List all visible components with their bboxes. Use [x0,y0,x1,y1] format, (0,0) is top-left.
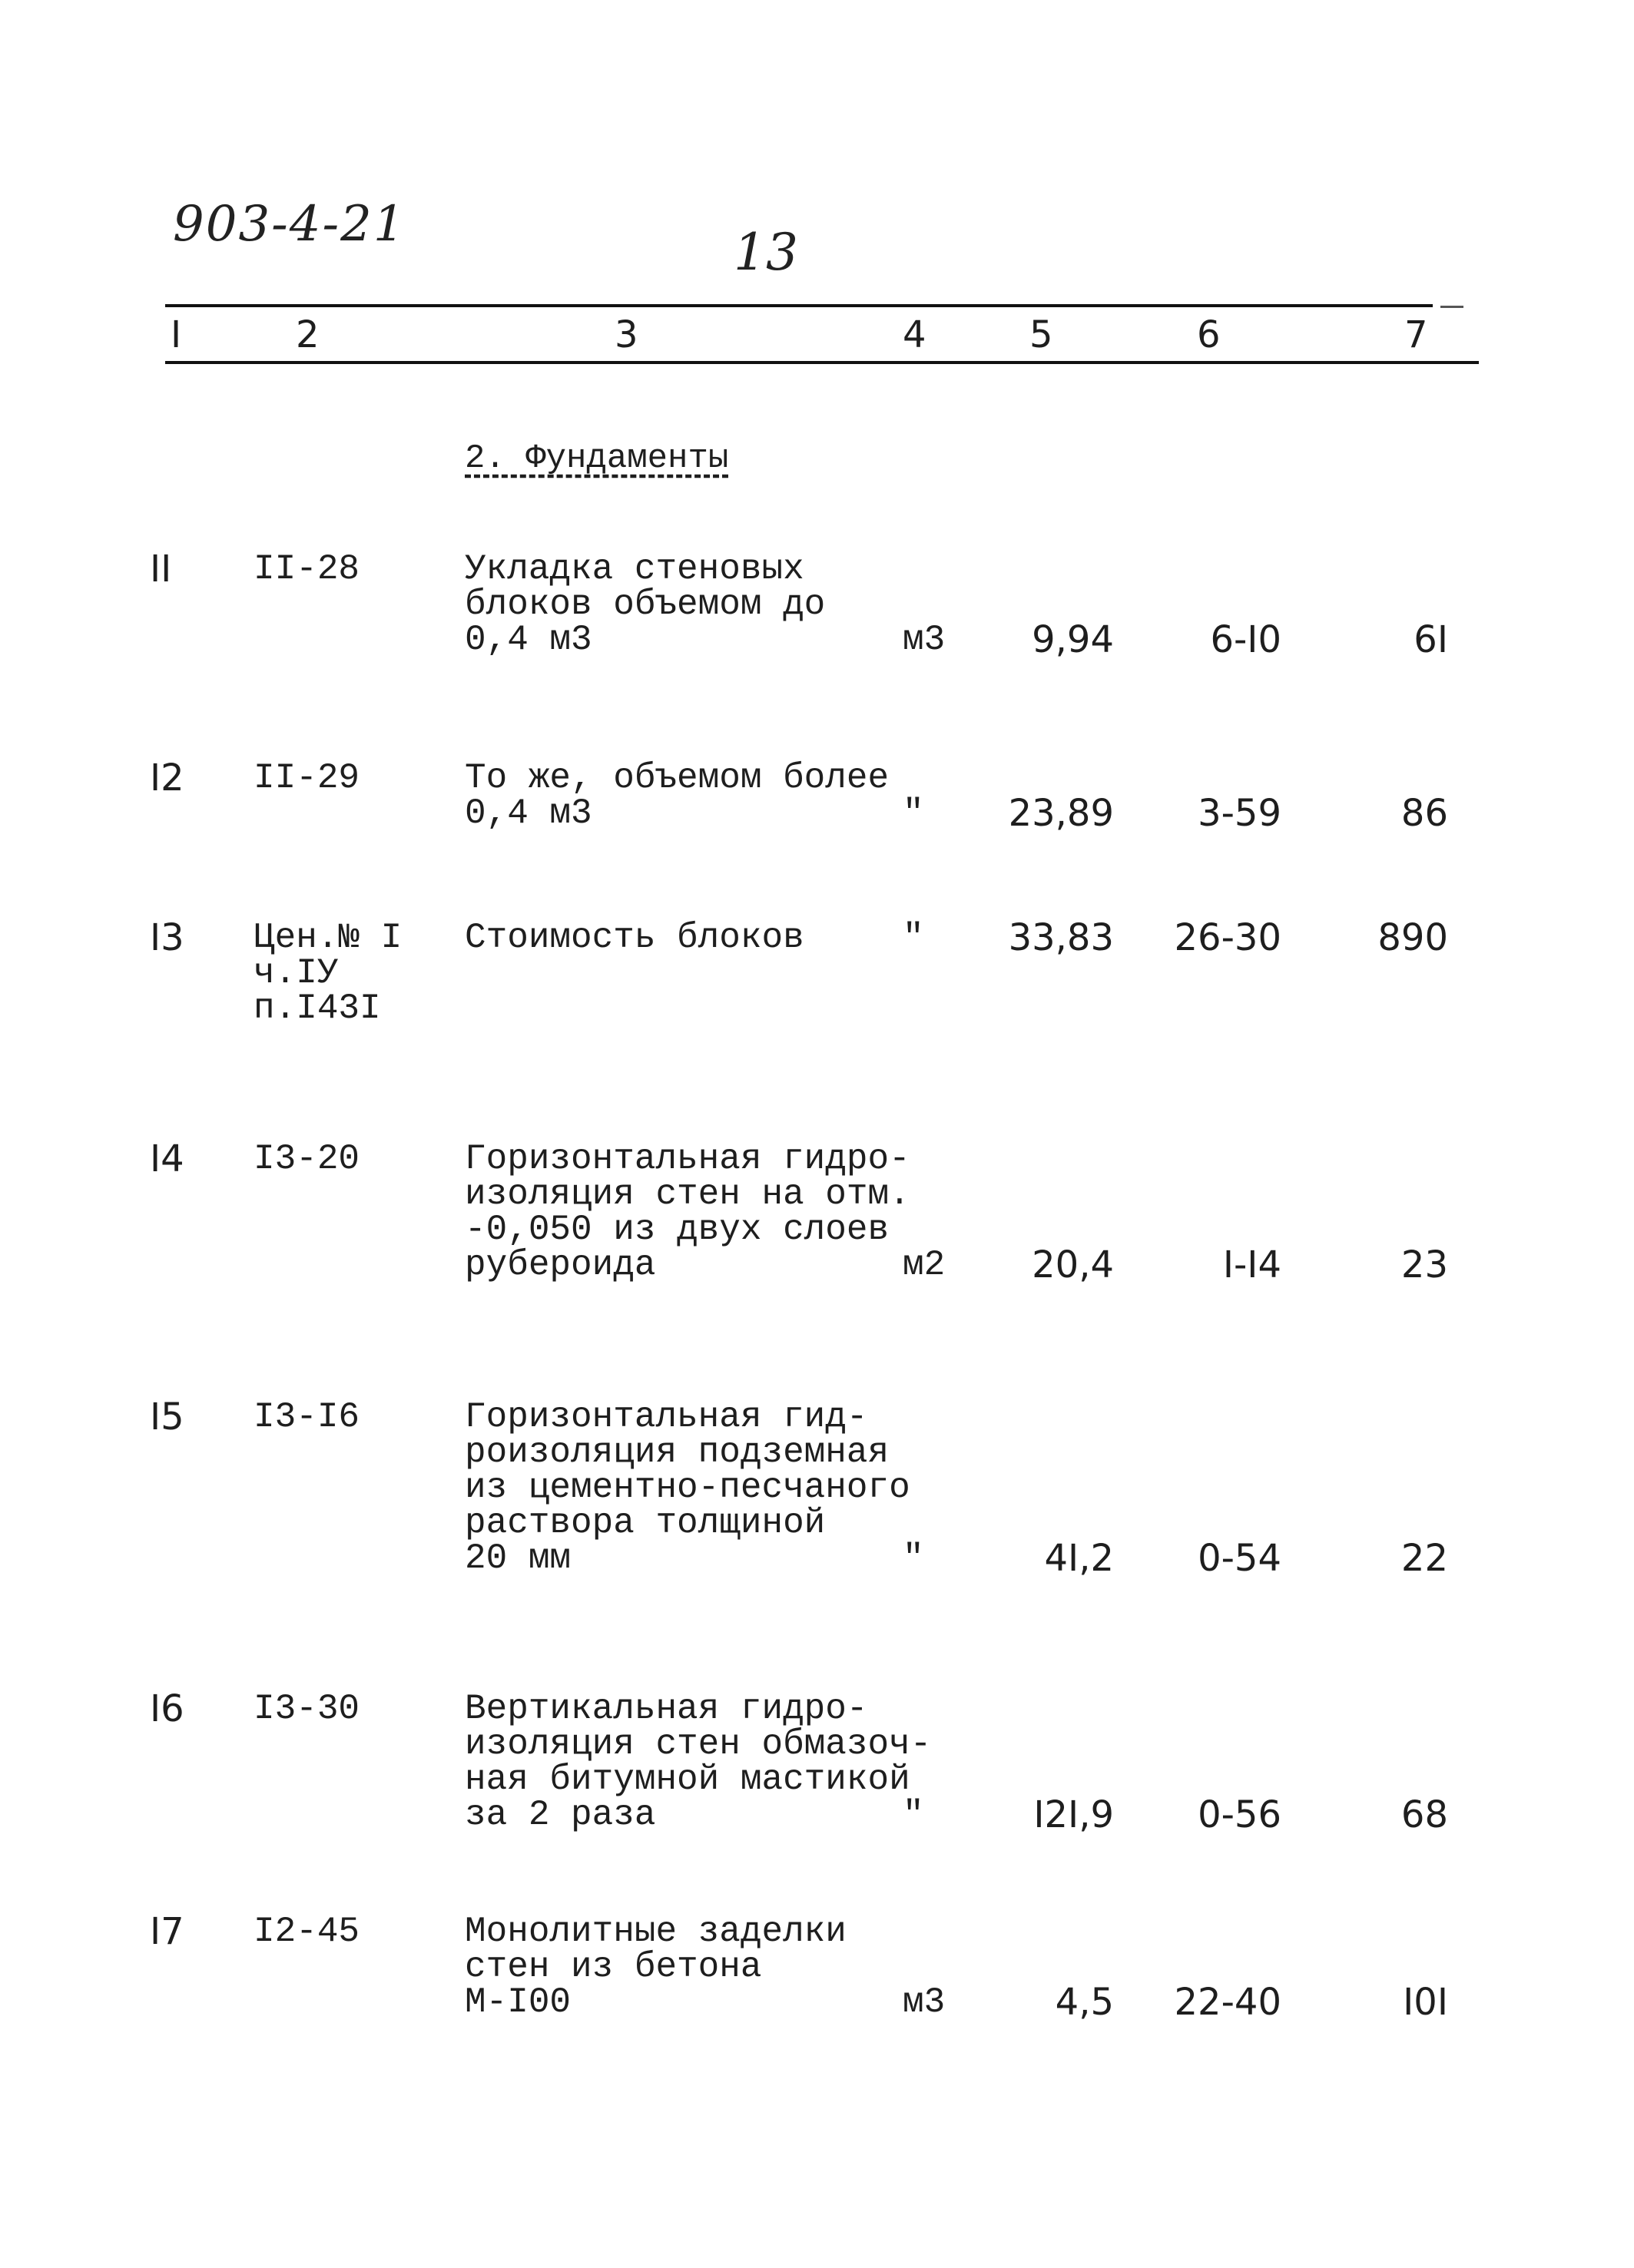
row-price: I-I4 [1222,1243,1281,1286]
row-unit: " [903,918,924,958]
header-top-rule [165,304,1433,307]
row-number: I3 [150,916,184,959]
row-price: 3-59 [1198,792,1281,835]
row-description: Укладка стеновых блоков объемом до 0,4 м3 [465,549,826,660]
row-price: 0-54 [1198,1537,1281,1580]
row-price: 22-40 [1174,1981,1281,2024]
row-price: 0-56 [1198,1793,1281,1836]
row-quantity: 4I,2 [1044,1537,1114,1580]
column-header-3: 3 [615,313,638,356]
row-quantity: 20,4 [1032,1243,1114,1286]
column-header-2: 2 [296,313,320,356]
row-quantity: 33,83 [1008,916,1114,959]
row-number: I7 [150,1910,184,1953]
row-unit: " [903,1795,924,1835]
row-quantity: 9,94 [1032,618,1114,661]
row-total: 86 [1400,792,1448,835]
row-code: I2-45 [254,1912,360,1952]
row-number: I4 [150,1137,184,1180]
row-total: 890 [1377,916,1448,959]
row-quantity: I2I,9 [1033,1793,1114,1836]
row-total: I0I [1403,1981,1448,2024]
row-code: I3-I6 [254,1397,360,1437]
column-header-6: 6 [1197,313,1221,356]
row-code: II-28 [254,549,360,589]
row-price: 6-I0 [1210,618,1281,661]
row-unit: " [903,1538,924,1578]
row-unit: " [903,793,924,833]
row-total: 23 [1400,1243,1448,1286]
page-number: 13 [734,223,798,282]
row-unit: м3 [903,620,946,660]
row-code: II-29 [254,758,360,798]
row-description: Горизонтальная гид- роизоляция подземная из цементно-песчаного раствора толщиной 20 мм [465,1397,910,1578]
row-unit: м3 [903,1982,946,2022]
row-unit: м2 [903,1245,946,1285]
column-header-7: 7 [1404,313,1428,356]
row-number: I6 [150,1687,184,1730]
row-total: 22 [1400,1537,1448,1580]
row-number: I2 [150,757,184,800]
row-number: II [150,548,172,591]
column-header-1: I [171,313,182,356]
row-quantity: 4,5 [1055,1981,1114,2024]
column-header-4: 4 [903,313,926,356]
header-rule-dash [1440,306,1463,308]
row-total: 6I [1414,618,1448,661]
row-code: I3-30 [254,1689,360,1729]
row-total: 68 [1400,1793,1448,1836]
section-title: 2. Фундаменты [465,439,729,478]
row-quantity: 23,89 [1008,792,1114,835]
document-code: 903-4-21 [173,196,406,253]
row-number: I5 [150,1396,184,1439]
row-code: I3-20 [254,1139,360,1179]
row-description: Горизонтальная гидро- изоляция стен на отм. -0,050 из двух слоев рубероида [465,1139,910,1285]
row-description: Монолитные заделки стен из бетона М-I00 [465,1912,847,2022]
header-bottom-rule [165,361,1479,364]
row-description: Стоимость блоков [465,918,804,958]
column-header-5: 5 [1029,313,1053,356]
row-price: 26-30 [1174,916,1281,959]
row-description: То же, объемом более 0,4 м3 [465,758,890,833]
row-code: Цен.№ I ч.IУ п.I43I [254,918,403,1028]
row-description: Вертикальная гидро- изоляция стен обмазоч- ная битумной мастикой за 2 раза [465,1689,932,1835]
